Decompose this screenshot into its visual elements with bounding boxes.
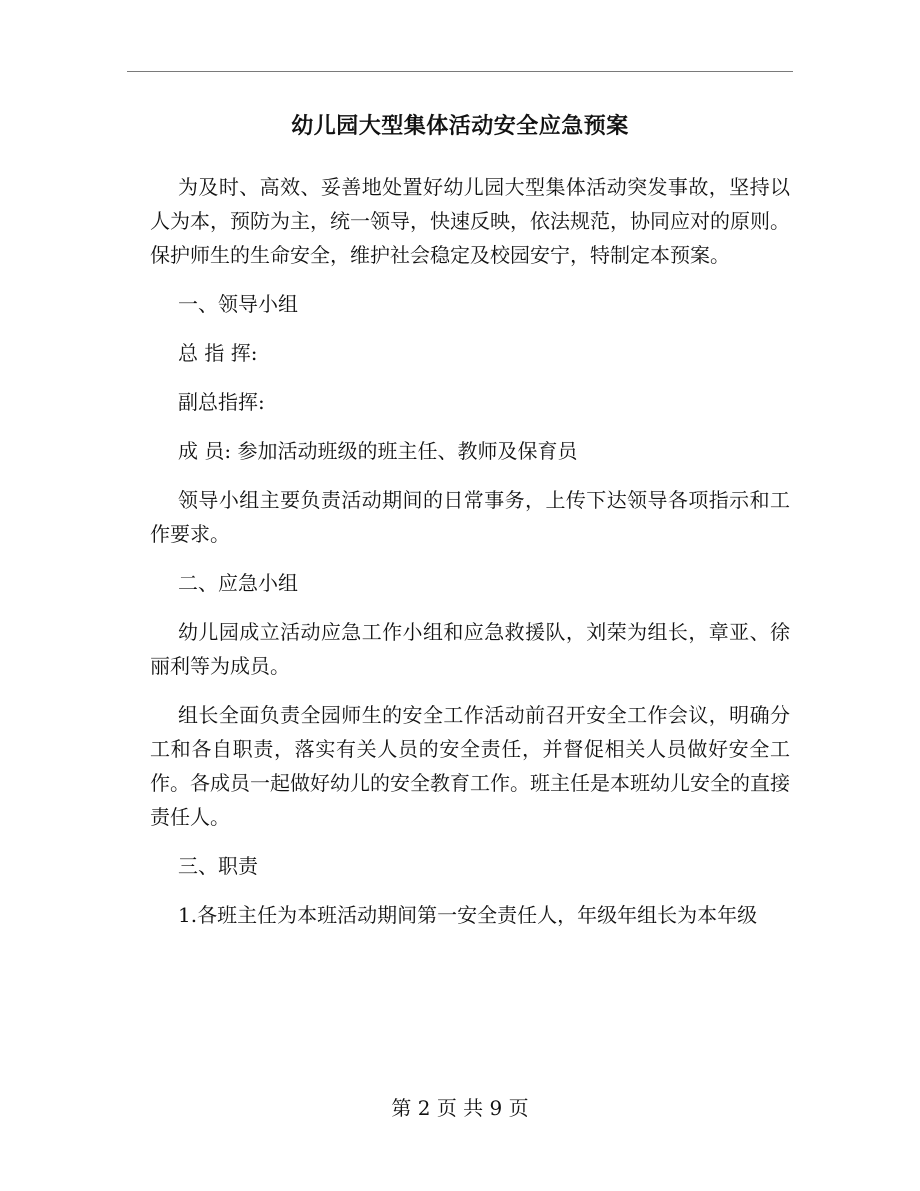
role-members: 成 员: 参加活动班级的班主任、教师及保育员	[178, 439, 578, 463]
page-number: 第 2 页 共 9 页	[391, 1096, 529, 1120]
document-title: 幼儿园大型集体活动安全应急预案	[291, 113, 629, 139]
role-deputy-commander: 副总指挥:	[178, 390, 265, 414]
paragraph-gap	[150, 834, 790, 849]
paragraph-gap	[150, 272, 790, 287]
section-heading-leadership: 一、领导小组	[178, 292, 298, 316]
header-rule	[127, 71, 793, 72]
paragraph-team-leader-duty: 组长全面负责全园师生的安全工作活动前召开安全工作会议，明确分工和各自职责，落实有关人员的安全责任，并督促相关人员做好安全工作。各成员一起做好幼儿的安全教育工作。班主任是本班幼儿安全的直接责任人。	[150, 703, 790, 829]
paragraph-intro: 为及时、高效、妥善地处置好幼儿园大型集体活动突发事故，坚持以人为本，预防为主，统一领导，快速反映，依法规范，协同应对的原则。保护师生的生命安全，维护社会稳定及校园安宁，特制定本预案。	[150, 175, 790, 267]
paragraph-gap	[150, 683, 790, 698]
paragraph-responsibility-1: 1.各班主任为本班活动期间第一安全责任人，年级年组长为本年级	[178, 903, 758, 927]
paragraph-gap	[150, 551, 790, 566]
paragraph-gap	[150, 370, 790, 385]
paragraph-gap	[150, 883, 790, 898]
document-body	[150, 170, 790, 932]
paragraph-emergency-team: 幼儿园成立活动应急工作小组和应急救援队，刘荣为组长，章亚、徐丽利等为成员。	[150, 620, 790, 678]
paragraph-gap	[150, 321, 790, 336]
paragraph-leadership-duty: 领导小组主要负责活动期间的日常事务，上传下达领导各项指示和工作要求。	[150, 488, 790, 546]
paragraph-gap	[150, 419, 790, 434]
paragraph-gap	[150, 468, 790, 483]
paragraph-gap	[150, 600, 790, 615]
role-chief-commander: 总 指 挥:	[178, 341, 258, 365]
section-heading-emergency-team: 二、应急小组	[178, 571, 298, 595]
section-heading-responsibilities: 三、职责	[178, 854, 258, 878]
